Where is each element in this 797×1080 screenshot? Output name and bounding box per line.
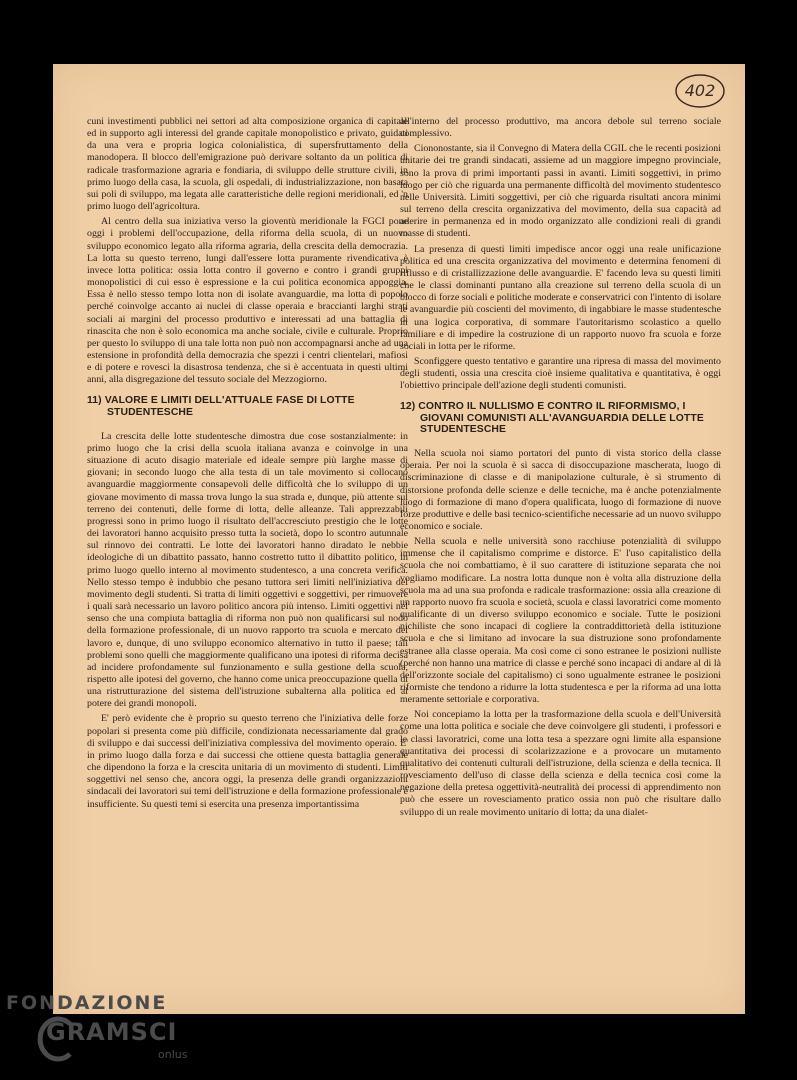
paragraph: La crescita delle lotte studentesche dimostra due cose sostanzialmente: in primo luogo che la crisi della scuola italiana avanza e coinvolge in una situazione di acuto disagio materiale ed ideale sempre più larghe masse di giovani; in secondo luogo che alla testa di un tale movimento si collocano avanguardie maggiormente consapevoli delle difficoltà che lo sviluppo di un giovane movimento di massa trova lungo la sua strada e, dunque, più attente sul terreno dei contenuti, delle forme di lotta, delle alleanze. Tali apprezzabili progressi sono in primo luogo il risultato dell'accresciuto prestigio che le lotte dei lavoratori hanno acquisito presso tutta la società, dopo lo scontro autunnale sul rinnovo dei contratti. Le lotte dei lavoratori hanno diradato le nebbie ideologiche di un dibattito passato, hanno costretto tutto il dibattito politico, in primo luogo quello interno al movimento studentesco, a una concreta verifica. Nello stesso tempo è indubbio che pesano tuttora seri limiti nell'iniziativa del movimento degli studenti. Si tratta di limiti oggettivi e soggettivi, per rimuovere i quali sarà necessario un lavoro politico ancora più intenso. Limiti oggettivi nel senso che una compiuta battaglia di riforma non può non qualificarsi sul nodo della formazione professionale, di un nuovo rapporto tra scuola e mercato del lavoro e, dunque, di uno sviluppo economico alternativo in tutto il paese; tali problemi sono quelli che maggiormente qualificano una ipotesi di riforma decisa ad incidere profondamente sul funzionamento e sulla gestione della scuola, rispetto alle ipotesi del governo, che hanno come unica preoccupazione quella di una ristrutturazione del sistema dell'istruzione subalterna alla politica ed al potere dei grandi monopoli. <box>87 430 408 710</box>
paragraph: La presenza di questi limiti impedisce ancor oggi una reale unificazione politica ed una crescita organizzativa del movimento e determina fenomeni di riflusso e di cristallizzazione delle avanguardie. E' facendo leva su questi limiti che le classi dominanti puntano alla creazione sul terreno della scuola di un blocco di forze sociali e politiche moderate e conservatrici con l'intento di isolare le avanguardie più coscienti del movimento, di ingabbiare le masse studentesche in una logica corporativa, di sommare l'autoritarismo scolastico a quello familiare e di impedire la costruzione di un rapporto nuovo fra scuola e forze sociali in lotta per le riforme. <box>400 243 721 352</box>
paragraph: Al centro della sua iniziativa verso la gioventù meridionale la FGCI pone oggi i problemi dell'occupazione, della riforma della scuola, di un nuovo sviluppo economico legato alla riforma agraria, della crescita della democrazia. La lotta su questo terreno, lungi dall'essere lotta puramente rivendicativa è invece lotta politica: ossia lotta contro il governo e contro i grandi gruppi monopolistici di cui esso è espressione e la cui politica economica appoggia. Essa è nello stesso tempo lotta non di isolate avanguardie, ma lotta di popolo perché coinvolge accanto ai nuclei di classe operaia e braccianti larghi strati sociali ai margini del processo produttivo e interessati ad una battaglia di rinascita che non è solo economica ma anche sociale, civile e culturale. Proprio per questo lo sviluppo di una tale lotta non può non accompagnarsi anche ad una estensione in profondità della democrazia che spezzi i centri clientelari, mafiosi e di potere e rovesci la disastrosa tendenza, che si è accentuata in questi ultimi anni, alla disgregazione del tessuto sociale del Mezzogiorno. <box>87 216 408 386</box>
paragraph: Ciononostante, sia il Convegno di Matera della CGIL che le recenti posizioni unitarie dei tre grandi sindacati, assieme ad un maggiore impegno provinciale, sono la prova di primi importanti passi in avanti. Limiti soggettivi, in primo luogo per ciò che riguarda una permanente difficoltà del movimento studentesco nelle Università. Limiti soggettivi, per ciò che riguarda risultati ancora minimi sul terreno della crescita organizzativa del movimento, della sua capacità ad aderire in permanenza ed in modo organizzato alle condizioni reali di grandi masse di studenti. <box>400 143 721 240</box>
paragraph: Noi concepiamo la lotta per la trasformazione della scuola e dell'Università come una lotta politica e sociale che deve coinvolgere gli studenti, i professori e le classi lavoratrici, come una lotta tesa a spezzare ogni limite alla espansione quantitativa dei processi di scolarizzazione e a provocare un mutamento qualitativo dei contenuti culturali dell'istruzione, della scienza e della tecnica. Il rovesciamento dell'uso di classe della scienza e della tecnica così come la negazione della pretesa oggettività-neutralità dei processi di apprendimento non può che essere un rovesciamento pratico ossia non può che risultare dallo sviluppo di un reale movimento unitario di lotta; da una dialet- <box>400 709 721 818</box>
watermark-line3: onlus <box>158 1048 188 1061</box>
handwritten-page-number <box>673 72 727 110</box>
watermark-line1: FONDAZIONE <box>6 992 168 1014</box>
page-number-text: 402 <box>684 81 716 100</box>
paragraph: all'interno del processo produttivo, ma ancora debole sul terreno sociale complessivo. <box>400 116 721 140</box>
paragraph: Sconfiggere questo tentativo e garantire una ripresa di massa del movimento degli studenti, ossia una crescita cioè insieme qualitativa e quantitativa, è oggi l'obiettivo principale dell'azione degli studenti comunisti. <box>400 355 721 392</box>
paragraph: Nella scuola noi siamo portatori del punto di vista storico della classe operaia. Per noi la scuola è sì sacca di disoccupazione mascherata, luogo di discriminazione di classe e di manipolazione culturale, è sì strumento di distorsione profonda delle scienze e delle tecniche, ma è anche potenzialmente luogo di formazione di mano d'opera qualificata, luogo di formazione di nuove forze produttive e delle basi tecnico-scientifiche necessarie ad un nuovo sviluppo economico e sociale. <box>400 448 721 532</box>
fondazione-gramsci-watermark <box>6 992 206 1076</box>
paragraph: E' però evidente che è proprio su questo terreno che l'iniziativa delle forze popolari si presenta come più difficile, condizionata necessariamente dal grado di sviluppo e dai successi dell'iniziativa complessiva del movimento operaio. E' in primo luogo dalla forza e dai successi che ottiene questa battaglia generale che dipendono la forza e la crescita unitaria di un movimento di studenti. Limiti soggettivi nel senso che, ancora oggi, la presenza delle grandi organizzazioni sindacali dei lavoratori sui temi dell'istruzione e della formazione professionale è insufficiente. Su questi temi si esercita una presenza importantissima <box>87 713 408 810</box>
paragraph: Nella scuola e nelle università sono racchiuse potenzialità di sviluppo immense che il capitalismo comprime e distorce. E' l'uso capitalistico della scuola che noi combattiamo, è il suo carattere di istituzione separata che noi vogliamo modificare. La nostra lotta dunque non è volta alla distruzione della scuola ma ad una sua profonda e radicale trasformazione: ossia alla creazione di un rapporto nuovo fra scuola e società, scuola e classi lavoratrici come momento qualificante di un diverso sviluppo economico e sociale. Tutte le posizioni nichiliste che sono incapaci di cogliere la contraddittorietà della istituzione scuola e che si limitano ad invocare la sua distruzione sono profondamente estranee alla classe operaia. Ma così come ci sono estranee le posizioni nulliste (perché non hanno una matrice di classe e perché sono incapaci di andare al di là dell'orizzonte sociale del capitalismo) ci sono ugualmente estranee le posizioni riformiste che tendono a ridurre la lotta studentesca e per la riforma ad una lotta meramente settoriale e corporativa. <box>400 536 721 706</box>
section-heading-11: 11) VALORE E LIMITI DELL'ATTUALE FASE DI LOTTE STUDENTESCHE <box>87 395 355 418</box>
right-column <box>400 116 721 819</box>
paragraph: cuni investimenti pubblici nei settori ad alta composizione organica di capitale ed in supporto agli interessi del grande capitale monopolistico e privato, guidati da una vera e propria logica colonialistica, di supersfruttamento della manodopera. Il blocco dell'emigrazione può derivare soltanto da un politica di radicale trasformazione agraria e fondiaria, di sviluppo delle strutture civili, in primo luogo della casa, la scuola, gli ospedali, di industrializzazione, non basata sui poli di sviluppo, ma legata alle caratteristiche delle regioni meridionali, ed 'n primo luogo dell'agricoltura. <box>87 116 408 213</box>
section-heading-12: 12) CONTRO IL NULLISMO E CONTRO IL RIFORMISMO, I GIOVANI COMUNISTI ALL'AVANGUARDIA DELLE LOTTE STUDENTESCHE <box>400 401 704 435</box>
document-page <box>53 64 745 1014</box>
watermark-line2: GRAMSCI <box>46 1018 178 1046</box>
left-column <box>87 116 408 811</box>
